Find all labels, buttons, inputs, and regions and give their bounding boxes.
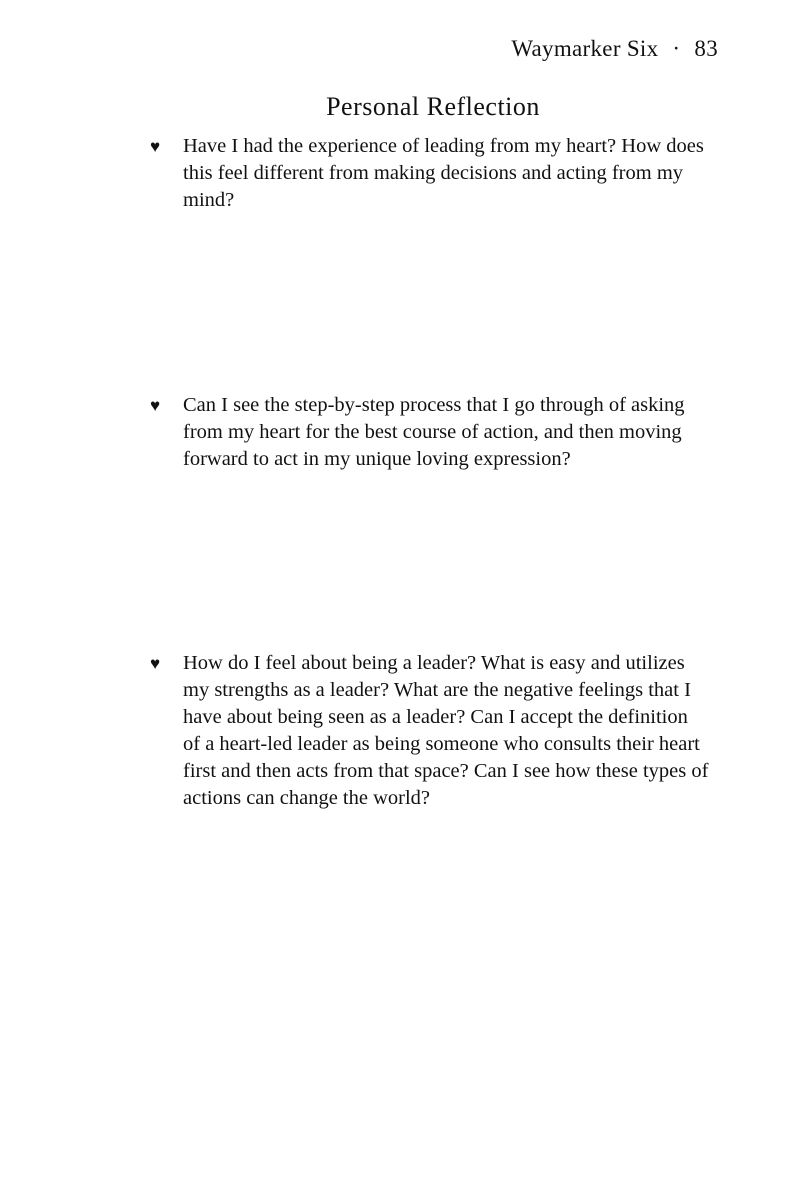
heart-bullet-icon: ♥ — [150, 654, 161, 673]
reflection-question — [150, 133, 710, 214]
heart-bullet-icon: ♥ — [150, 396, 161, 415]
question-text: Can I see the step-by-step process that I go through of asking from my heart for the best course of action, and then moving forward to act in my unique loving expression? — [183, 394, 685, 470]
question-text: How do I feel about being a leader? What is easy and utilizes my strengths as a leader? What are the negative feelings that I have about being seen as a leader? Can I accept the definition of a heart-led leader as being someone who consults their heart first and then acts from that space? Can I see how these types of actions can change the world? — [183, 652, 709, 809]
running-header — [511, 36, 718, 62]
section-title: Personal Reflection — [326, 92, 540, 121]
header-separator: · — [672, 36, 681, 61]
chapter-title: Waymarker Six — [511, 36, 659, 61]
reflection-question — [150, 392, 710, 473]
reflection-question — [150, 650, 710, 812]
heart-bullet-icon: ♥ — [150, 137, 161, 156]
page-number: 83 — [694, 36, 718, 61]
question-text: Have I had the experience of leading from my heart? How does this feel different from making decisions and acting from my mind? — [183, 135, 704, 211]
